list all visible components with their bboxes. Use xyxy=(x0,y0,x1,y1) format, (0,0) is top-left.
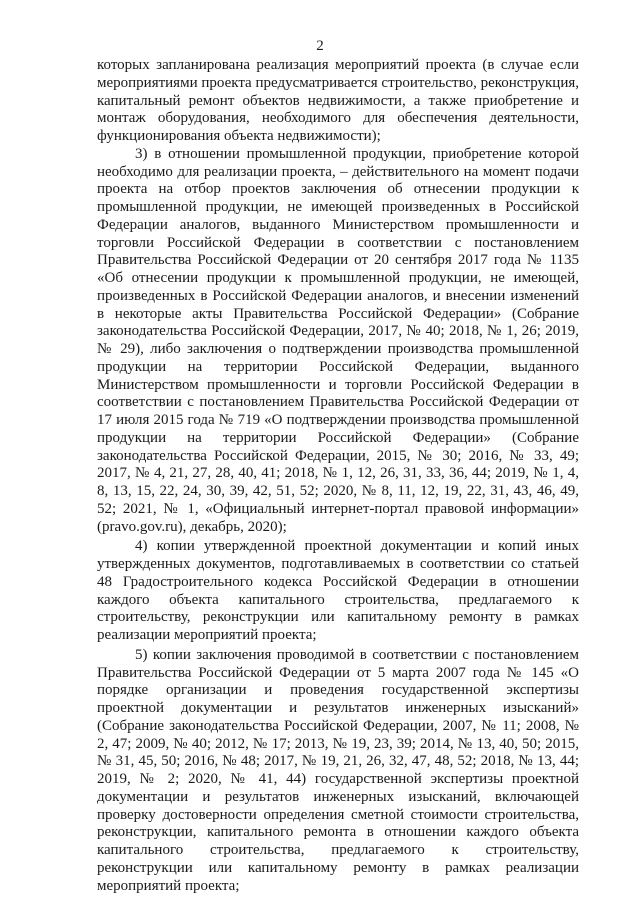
paragraph-continuation: которых запланирована реализация мероприятий проекта (в случае если мероприятиями проекта предусматривается строительство, реконструкция, капитальный ремонт объектов недвижимости, а также приобретение и монтаж оборудования, необходимого для обеспечения деятельности, функционирования объекта недвижимости); xyxy=(97,57,579,144)
paragraph-item-3: 3) в отношении промышленной продукции, приобретение которой необходимо для реализации проекта, – действительного на момент подачи проекта на отбор проектов заключения об отнесении продукции к промышленной продукции, не имеющей произведенных в Российской Федерации аналогов, выданного Министерством промышленности и торговли Российской Федерации в соответствии с постановлением Правительства Российской Федерации от 20 сентября 2017 года № 1135 «Об отнесении продукции к промышленной продукции, не имеющей, произведенных в Российской Федерации аналогов, и внесении изменений в некоторые акты Правительства Российской Федерации» (Собрание законодательства Российской Федерации, 2017, № 40; 2018, № 1, 26; 2019, № 29), либо заключения о подтверждении производства промышленной продукции на территории Российской Федерации, выданного Министерством промышленности и торговли Российской Федерации в соответствии с постановлением Правительства Российской Федерации от 17 июля 2015 года № 719 «О подтверждении производства промышленной продукции на территории Российской Федерации» (Собрание законодательства Российской Федерации, 2015, № 30; 2016, № 33, 49; 2017, № 4, 21, 27, 28, 40, 41; 2018, № 1, 12, 26, 31, 33, 36, 44; 2019, № 1, 4, 8, 13, 15, 22, 24, 30, 39, 42, 51, 52; 2020, № 8, 11, 12, 19, 22, 31, 43, 46, 49, 52; 2021, № 1, «Официальный интернет-портал правовой информации» (pravo.gov.ru), декабрь, 2020); xyxy=(97,145,579,535)
page-number: 2 xyxy=(316,38,324,54)
paragraph-item-4: 4) копии утвержденной проектной документации и копий иных утвержденных документов, подготавливаемых в соответствии со статьей 48 Градостроительного кодекса Российской Федерации в отношении каждого объекта капитального строительства, предлагаемого к строительству, реконструкции или капитальному ремонту в рамках реализации мероприятий проекта; xyxy=(97,538,579,643)
paragraph-item-5: 5) копии заключения проводимой в соответствии с постановлением Правительства Российской Федерации от 5 марта 2007 года № 145 «О порядке организации и проведения государственной экспертизы проектной документации и результатов инженерных изысканий» (Собрание законодательства Российской Федерации, 2007, № 11; 2008, № 2, 47; 2009, № 40; 2012, № 17; 2013, № 19, 23, 39; 2014, № 13, 40, 50; 2015, № 31, 45, 50; 2016, № 48; 2017, № 19, 21, 26, 32, 47, 48, 52; 2018, № 13, 44; 2019, № 2; 2020, № 41, 44) государственной экспертизы проектной документации и результатов инженерных изысканий, включающей проверку достоверности определения сметной стоимости строительства, реконструкции, капитального ремонта в отношении каждого объекта капитального строительства, предлагаемого к строительству, реконструкции или капитальному ремонту в рамках реализации мероприятий проекта; xyxy=(97,646,579,894)
document-body xyxy=(97,57,579,895)
